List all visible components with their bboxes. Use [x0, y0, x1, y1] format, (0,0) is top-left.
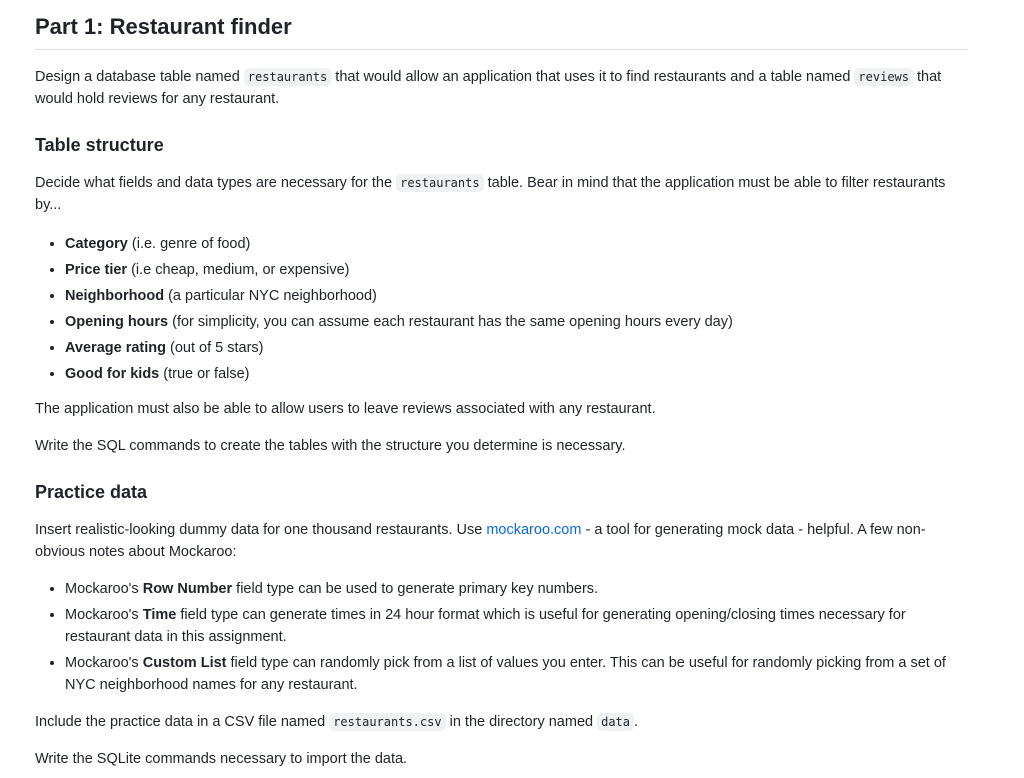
list-item [65, 257, 968, 283]
list-item-prefix: Mockaroo's [65, 607, 143, 623]
code-data: data [597, 713, 634, 731]
list-item-term: Neighborhood [65, 288, 165, 304]
intro-paragraph [35, 66, 968, 110]
list-item-prefix: Mockaroo's [65, 655, 143, 671]
section-heading-table-structure: Table structure [35, 135, 164, 155]
section-heading-practice-data: Practice data [35, 482, 148, 502]
code-reviews: reviews [854, 68, 913, 86]
list-item-desc: (true or false) [159, 366, 250, 382]
structure-text-2: table. Bear in mind that the application must be able to filter restaurants by... [35, 175, 946, 213]
intro-text-2: that would allow an application that uses it to find restaurants and a table named [331, 69, 855, 85]
import-paragraph: Write the SQLite commands necessary to import the data. [35, 751, 408, 767]
sql-paragraph: Write the SQL commands to create the tables with the structure you determine is necessary. [35, 438, 626, 454]
csv-text-3: . [634, 714, 639, 730]
list-item-desc: field type can generate times in 24 hour format which is useful for generating opening/closing times necessary for restaurant data in this assignment. [65, 607, 906, 645]
filter-criteria-list [35, 231, 968, 387]
structure-paragraph [35, 172, 968, 216]
list-item-term: Custom List [142, 655, 227, 671]
list-item-term: Category [65, 236, 128, 252]
list-item-desc: (for simplicity, you can assume each restaurant has the same opening hours every day) [168, 314, 733, 330]
reviews-paragraph: The application must also be able to allow users to leave reviews associated with any restaurant. [35, 401, 656, 417]
list-item-desc: (i.e. genre of food) [127, 236, 251, 252]
mockaroo-link[interactable]: mockaroo.com [486, 522, 582, 538]
page-title: Part 1: Restaurant finder [35, 12, 968, 50]
list-item [65, 283, 968, 309]
list-item-desc: (out of 5 stars) [166, 340, 264, 356]
list-item-term: Price tier [65, 262, 128, 278]
list-item-term: Good for kids [65, 366, 160, 382]
document-body [35, 0, 968, 770]
list-item [65, 652, 968, 696]
list-item-desc: field type can be used to generate primary key numbers. [232, 581, 599, 597]
list-item-prefix: Mockaroo's [65, 581, 143, 597]
structure-text-1: Decide what fields and data types are necessary for the [35, 175, 397, 191]
list-item [65, 361, 968, 387]
list-item-term: Opening hours [65, 314, 169, 330]
list-item [65, 604, 968, 648]
csv-paragraph [35, 711, 968, 733]
list-item [65, 231, 968, 257]
list-item [65, 335, 968, 361]
list-item-desc: (a particular NYC neighborhood) [164, 288, 377, 304]
list-item [65, 578, 968, 600]
code-restaurants-2: restaurants [396, 174, 483, 192]
practice-text-2: - a tool for generating mock data - helpful. A few non-obvious notes about Mockaroo: [35, 522, 926, 560]
list-item-term: Time [142, 607, 177, 623]
intro-text-3: that would hold reviews for any restaurant. [35, 69, 942, 107]
practice-paragraph [35, 519, 968, 563]
list-item-desc: (i.e cheap, medium, or expensive) [127, 262, 350, 278]
list-item-desc: field type can randomly pick from a list of values you enter. This can be useful for randomly picking from a set of NYC neighborhood names for any restaurant. [65, 655, 946, 693]
mockaroo-notes-list [35, 578, 968, 696]
code-restaurants: restaurants [244, 68, 331, 86]
csv-text-1: Include the practice data in a CSV file named [35, 714, 330, 730]
list-item [65, 309, 968, 335]
list-item-term: Average rating [65, 340, 166, 356]
csv-text-2: in the directory named [445, 714, 598, 730]
practice-text-1: Insert realistic-looking dummy data for one thousand restaurants. Use [35, 522, 487, 538]
intro-text-1: Design a database table named [35, 69, 244, 85]
list-item-term: Row Number [142, 581, 233, 597]
code-restaurants-csv: restaurants.csv [329, 713, 445, 731]
